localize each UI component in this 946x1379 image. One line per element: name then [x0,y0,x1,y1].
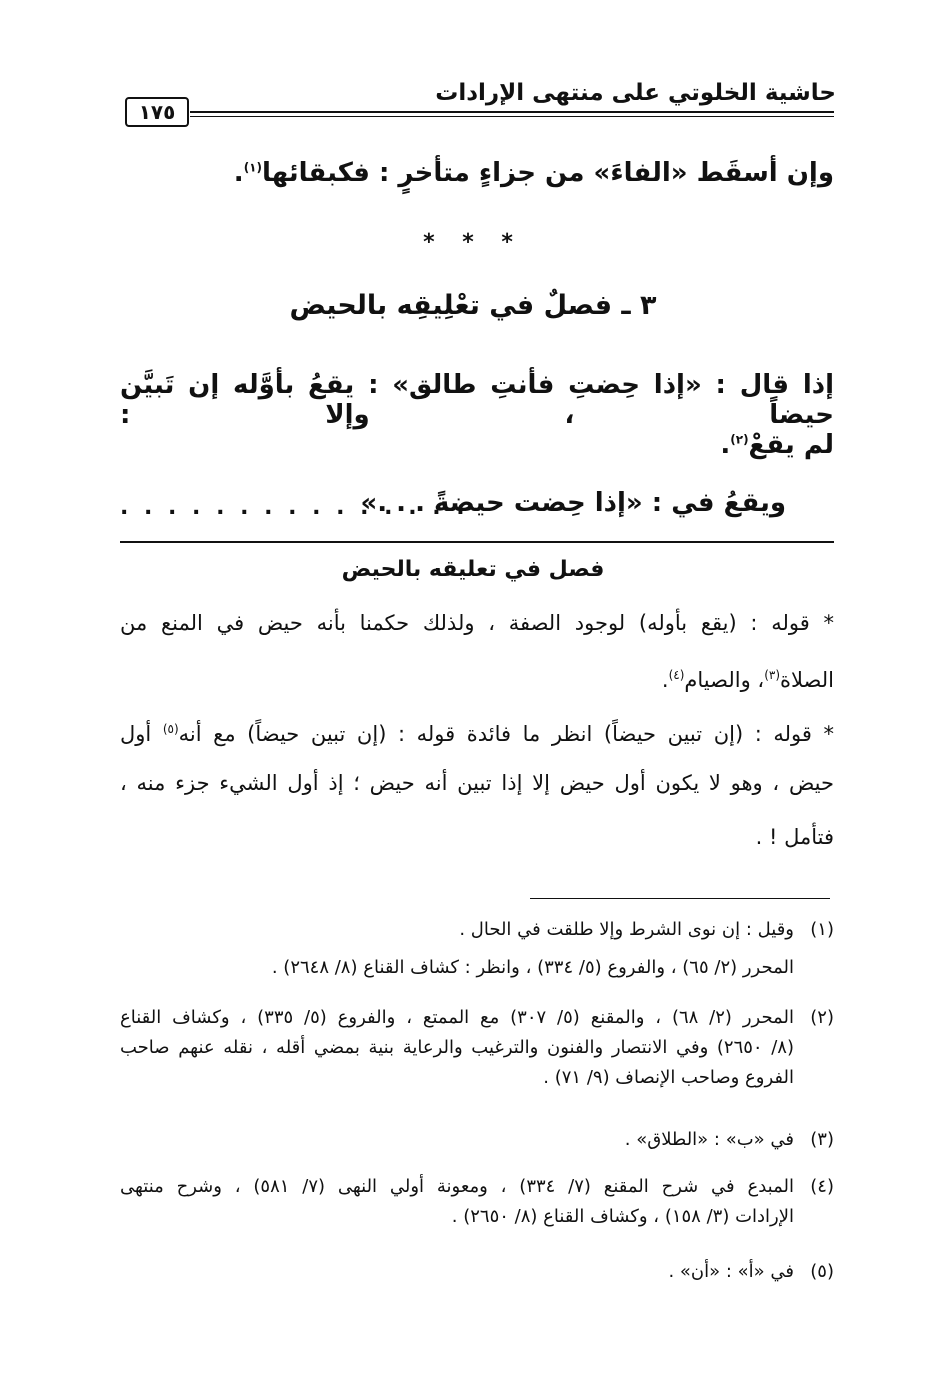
commentary-p2-line-1 [120,716,834,747]
page-number: ١٧٥ [125,97,189,127]
footnote-ref[interactable]: (٤) [668,668,685,682]
running-header-title: حاشية الخلوتي على منتهى الإرادات [435,80,836,106]
footnote-text: وقيل : إن نوى الشرط وإلا طلقت في الحال . [459,919,794,940]
footnote-text: في «أ» : «أن» . [668,1261,794,1282]
header-rule-thin [190,116,834,117]
footnote-number: (١) [810,919,834,940]
commentary-p1-line-2 [120,662,834,693]
footnote-ref[interactable]: (٥) [162,722,179,736]
main-text: لم يقعْ [748,430,834,460]
main-text-line-1 [234,158,834,188]
footnote-number: (٢) [810,1007,834,1028]
footnote-separator [530,898,830,899]
header-rule [190,111,834,113]
commentary-text: * قوله : (إن تبين حيضاً) انظر ما فائدة قوله : (إن تبين حيضاً) مع أنه [178,722,834,746]
footnote-text: الفروع وصاحب الإنصاف (٩/ ٧١) . [543,1067,794,1088]
commentary-title: فصل في تعليقه بالحيض [341,557,605,582]
footnote-number: (٥) [810,1261,834,1282]
commentary-text: . [661,668,669,692]
main-text-end: . [233,158,244,188]
footnote-ref[interactable]: (١) [243,160,262,175]
footnote-ref[interactable]: (٣) [764,668,781,682]
commentary-text: الصلاة [780,668,834,692]
footnote-text: (٨/ ٢٦٥٠) وفي الانتصار والفنون والترغيب والرعاية بنية بمضي أقله ، نقله عنهم صاحب [120,1037,794,1058]
commentary-p2-line-3: فتأمل ! . [755,825,834,849]
main-text-line-3 [720,430,834,460]
footnote-text: في «ب» : «الطلاق» . [624,1129,794,1150]
commentary-text: ، والصيام [684,668,765,692]
footnote-text: المبدع في شرح المقنع (٧/ ٣٣٤) ، ومعونة أولي النهى (٧/ ٥٨١) ، وشرح منتهى [120,1176,794,1197]
footnote-1 [120,918,834,980]
footnote-text: الإرادات (٣/ ١٥٨) ، وكشاف القناع (٨/ ٢٦٥٠) . [451,1206,794,1227]
footnote-3 [120,1128,834,1152]
commentary-divider [120,541,834,543]
commentary-text: أول [120,722,163,746]
main-text-line-4: ويقعُ في : «إذا حِضت حيضةً . . .» [360,488,786,518]
footnote-ref[interactable]: (٢) [730,432,749,447]
footnote-5 [120,1260,834,1284]
main-text-end: . [720,430,731,460]
commentary-p1-line-1: * قوله : (يقع بأوله) لوجود الصفة ، ولذلك حكمنا بأنه حيض في المنع من [120,611,834,635]
footnote-2 [120,1006,834,1090]
footnote-4 [120,1175,834,1229]
commentary-p2-line-2: حيض ، وهو لا يكون أول حيض إلا إذا تبين أنه حيض ؛ إذ أول الشيء جزء منه ، [120,771,834,795]
footnote-text: المحرر (٢/ ٦٥) ، والفروع (٥/ ٣٣٤) ، وانظر : كشاف القناع (٨/ ٢٦٤٨) . [271,957,794,978]
footnote-text: المحرر (٢/ ٦٨) ، والمقنع (٥/ ٣٠٧) مع الممتع ، والفروع (٥/ ٣٣٥) ، وكشاف القناع [120,1007,794,1028]
ellipsis-dots: . . . . . . . . . . . . . . . [120,495,469,520]
footnote-number: (٣) [810,1129,834,1150]
section-separator-stars: * * * [423,230,523,255]
section-title: ٣ ـ فصلٌ في تعْلِيقِه بالحيض [289,290,657,321]
footnote-number: (٤) [810,1176,834,1197]
main-text: وإن أسقَط «الفاءَ» من جزاءٍ متأخرٍ : فكبقائها [261,158,834,188]
main-text-line-2: إذا قال : «إذا حِضتِ فأنتِ طالق» : يقعُ بأوَّله إن تَبيَّن حيضاً ، وإلا : [120,370,834,430]
